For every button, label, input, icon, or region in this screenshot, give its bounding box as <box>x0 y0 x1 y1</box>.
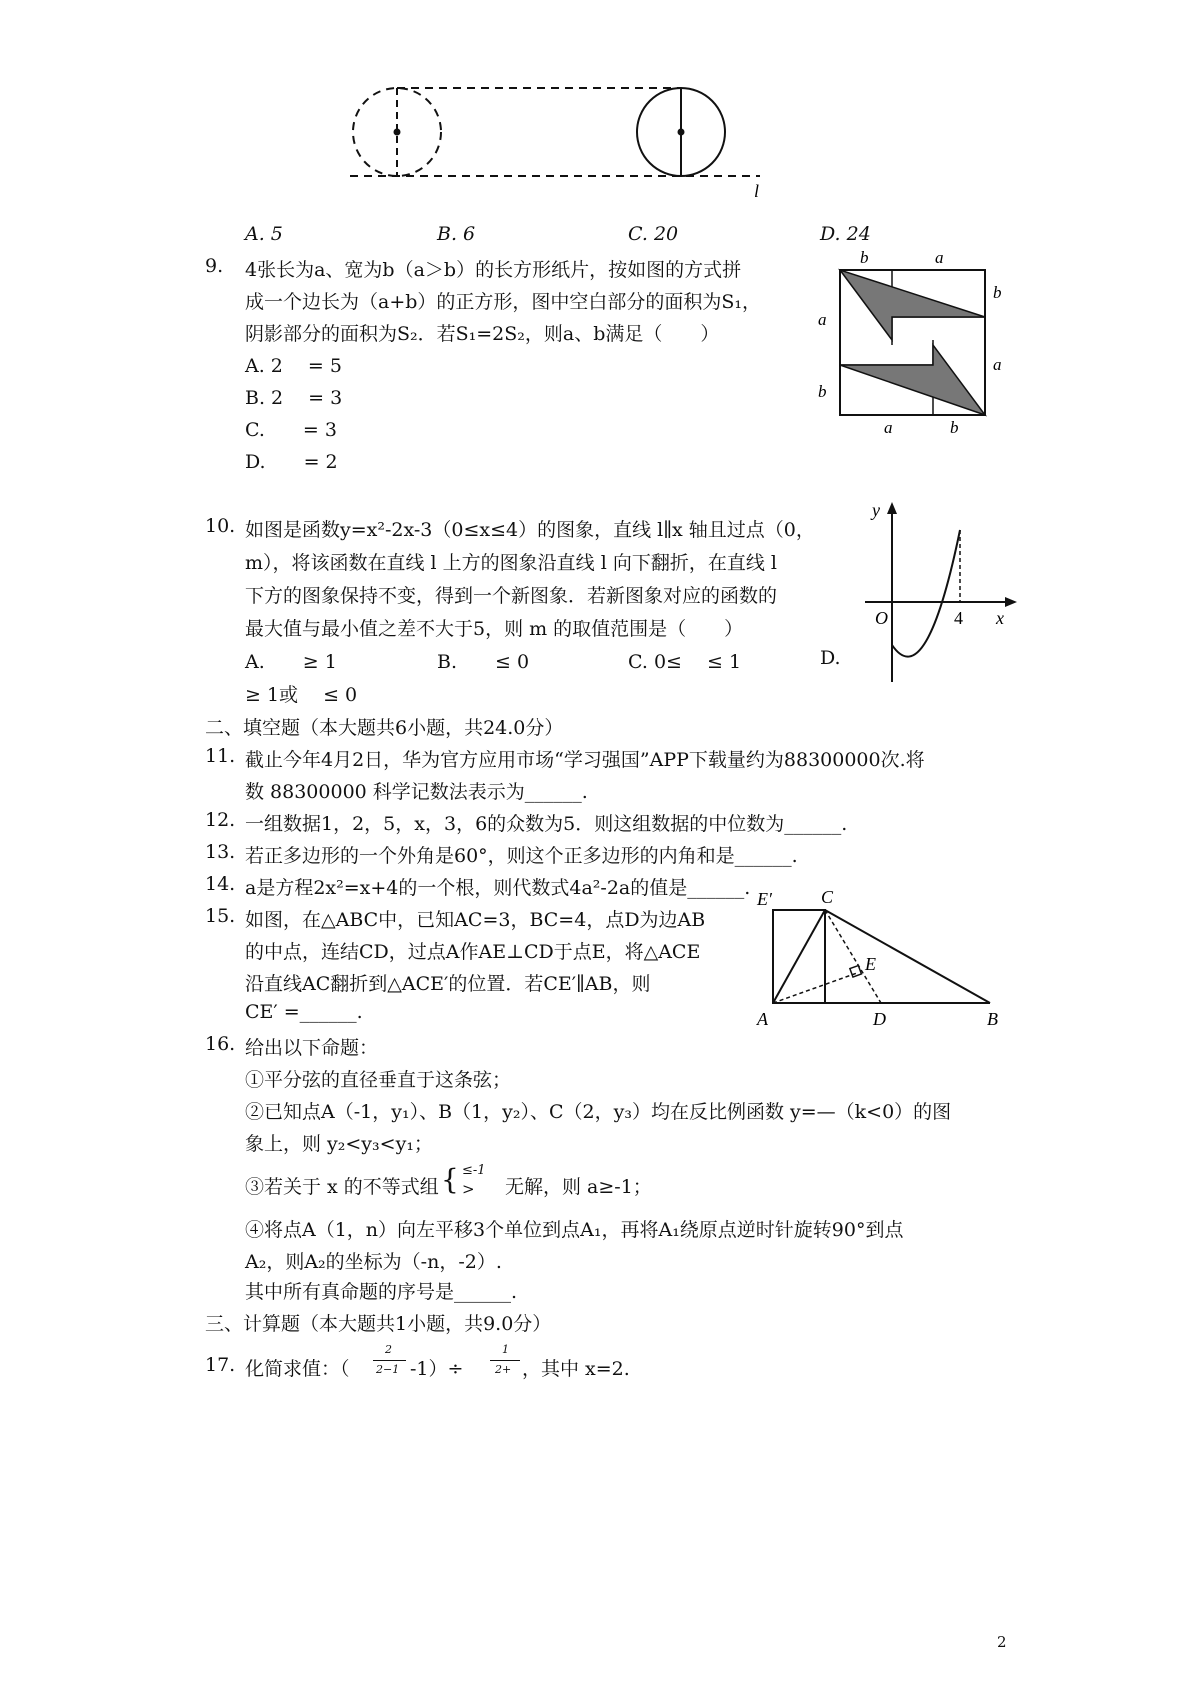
q14-text: a是方程2x²=x+4的一个根，则代数式4a²-2a的值是______. <box>245 877 751 899</box>
q17-frac2-num: 1 <box>502 1343 509 1356</box>
q12-text: 一组数据1，2，5，x，3，6的众数为5．则这组数据的中位数为______. <box>245 813 848 835</box>
q9-label-bot-b: b <box>950 418 959 437</box>
q16-prop1: ①平分弦的直径垂直于这条弦； <box>245 1069 512 1091</box>
q8-option-c: C. 20 <box>628 223 679 245</box>
q10-line3: 下方的图象保持不变，得到一个新图象．若新图象对应的函数的 <box>245 585 778 607</box>
q8-line-label: l <box>754 181 760 200</box>
q10-line2: m），将该函数在直线 l 上方的图象沿直线 l 向下翻折，在直线 l <box>245 552 777 574</box>
q10-option-b: B. ≤ 0 <box>437 651 530 673</box>
q9-option-c: C. = 3 <box>245 419 337 441</box>
q16-brace: { <box>441 1163 459 1196</box>
q11-line2: 数 88300000 科学记数法表示为______. <box>245 781 588 803</box>
q10-option-a: A. ≥ 1 <box>245 651 337 673</box>
q15-line2: 的中点，连结CD，过点A作AE⊥CD于点E，将△ACE <box>245 941 701 963</box>
q10-label-x: x <box>996 608 1004 628</box>
q10-label-y: y <box>872 500 880 520</box>
q17-frac2-bar <box>490 1360 520 1361</box>
q15-label-e: E <box>865 954 876 974</box>
q15-line3: 沿直线AC翻折到△ACE′的位置．若CE′∥AB，则 <box>245 973 651 995</box>
q10-figure <box>860 500 1020 685</box>
q9-label-left-a: a <box>818 310 827 329</box>
q10-option-d: D. <box>820 647 841 669</box>
q16-prop2-line2: 象上，则 y₂<y₃<y₁； <box>245 1133 433 1155</box>
q17-prefix: 化简求值：（ <box>245 1358 350 1380</box>
q16-prop3-line1: ③若关于 x 的不等式组 <box>245 1176 439 1198</box>
page-number: 2 <box>997 1633 1007 1651</box>
section-3-heading: 三、计算题（本大题共1小题，共9.0分） <box>205 1313 552 1335</box>
q9-figure <box>810 245 1010 440</box>
q15-label-a: A <box>757 1009 768 1029</box>
q9-line2: 成一个边长为（a+b）的正方形，图中空白部分的面积为S₁， <box>245 291 762 313</box>
q16-number: 16. <box>205 1033 236 1055</box>
q15-figure <box>745 885 1015 1035</box>
q13-number: 13. <box>205 841 236 863</box>
q16-ineq-top: ≤-1 <box>462 1163 486 1178</box>
q17-number: 17. <box>205 1354 236 1376</box>
q10-number: 10. <box>205 515 236 537</box>
section-2-heading: 二、填空题（本大题共6小题，共24.0分） <box>205 717 564 739</box>
q12-number: 12. <box>205 809 236 831</box>
q9-label-left-b: b <box>818 382 827 401</box>
q10-option-d-cont: ≥ 1或 ≤ 0 <box>245 684 358 706</box>
q17-frac1-bar <box>373 1360 406 1361</box>
q9-label-bot-a: a <box>884 418 893 437</box>
q8-option-b: B. 6 <box>437 223 476 245</box>
q8-option-d: D. 24 <box>820 223 871 245</box>
q9-number: 9. <box>205 255 224 277</box>
q16-conclusion: 其中所有真命题的序号是______. <box>245 1281 518 1303</box>
q14-number: 14. <box>205 873 236 895</box>
q17-suffix: ，其中 x=2. <box>522 1358 630 1380</box>
q11-line1: 截止今年4月2日，华为官方应用市场“学习强国”APP下载量约为88300000次.将 <box>245 749 925 771</box>
q15-label-c: C <box>821 887 834 907</box>
q9-line3: 阴影部分的面积为S₂．若S₁=2S₂，则a、b满足（ ） <box>245 323 720 345</box>
q9-option-d: D. = 2 <box>245 451 338 473</box>
q9-option-a: A. 2 = 5 <box>245 355 342 377</box>
q9-option-b: B. 2 = 3 <box>245 387 343 409</box>
q9-label-top-a: a <box>935 248 944 267</box>
q13-text: 若正多边形的一个外角是60°，则这个正多边形的内角和是______. <box>245 845 798 867</box>
q15-line4: CE′ =______. <box>245 1001 363 1023</box>
q8-figure <box>340 85 780 200</box>
q9-label-top-b: b <box>860 248 869 267</box>
q15-label-d: D <box>873 1009 886 1029</box>
q16-prop2-line1: ②已知点A（-1，y₁）、B（1，y₂）、C（2，y₃）均在反比例函数 y=—（k<0）的图 <box>245 1101 952 1123</box>
q17-frac1-num: 2 <box>385 1343 392 1356</box>
q16-prop3-line2: 无解，则 a≥-1； <box>505 1176 652 1198</box>
q9-label-right-a: a <box>993 355 1002 374</box>
q10-option-c: C. 0≤ ≤ 1 <box>628 651 742 673</box>
q16-intro: 给出以下命题： <box>245 1037 379 1059</box>
q16-prop4-line2: A₂，则A₂的坐标为（-n，-2）. <box>245 1251 502 1273</box>
q11-number: 11. <box>205 745 236 767</box>
q9-line1: 4张长为a、宽为b（a＞b）的长方形纸片，按如图的方式拼 <box>245 259 742 281</box>
q15-label-b: B <box>987 1009 998 1029</box>
q10-line4: 最大值与最小值之差不大于5，则 m 的取值范围是（ ） <box>245 618 744 640</box>
q8-option-a: A. 5 <box>245 223 283 245</box>
q9-label-right-b: b <box>993 283 1002 302</box>
q16-prop4-line1: ④将点A（1，n）向左平移3个单位到点A₁，再将A₁绕原点逆时针旋转90°到点 <box>245 1219 904 1241</box>
q10-label-origin: O <box>875 608 888 628</box>
q15-number: 15. <box>205 905 236 927</box>
q17-middle: -1）÷ <box>410 1358 464 1380</box>
q15-label-e-prime: E′ <box>757 889 772 909</box>
q15-line1: 如图，在△ABC中，已知AC=3，BC=4，点D为边AB <box>245 909 706 931</box>
q16-ineq-bot: > <box>462 1180 475 1198</box>
q17-frac1-den: 2−1 <box>376 1363 400 1376</box>
q10-line1: 如图是函数y=x²-2x-3（0≤x≤4）的图象，直线 l∥x 轴且过点（0， <box>245 519 815 541</box>
q17-frac2-den: 2+ <box>495 1363 512 1376</box>
q10-label-four: 4 <box>954 608 963 628</box>
